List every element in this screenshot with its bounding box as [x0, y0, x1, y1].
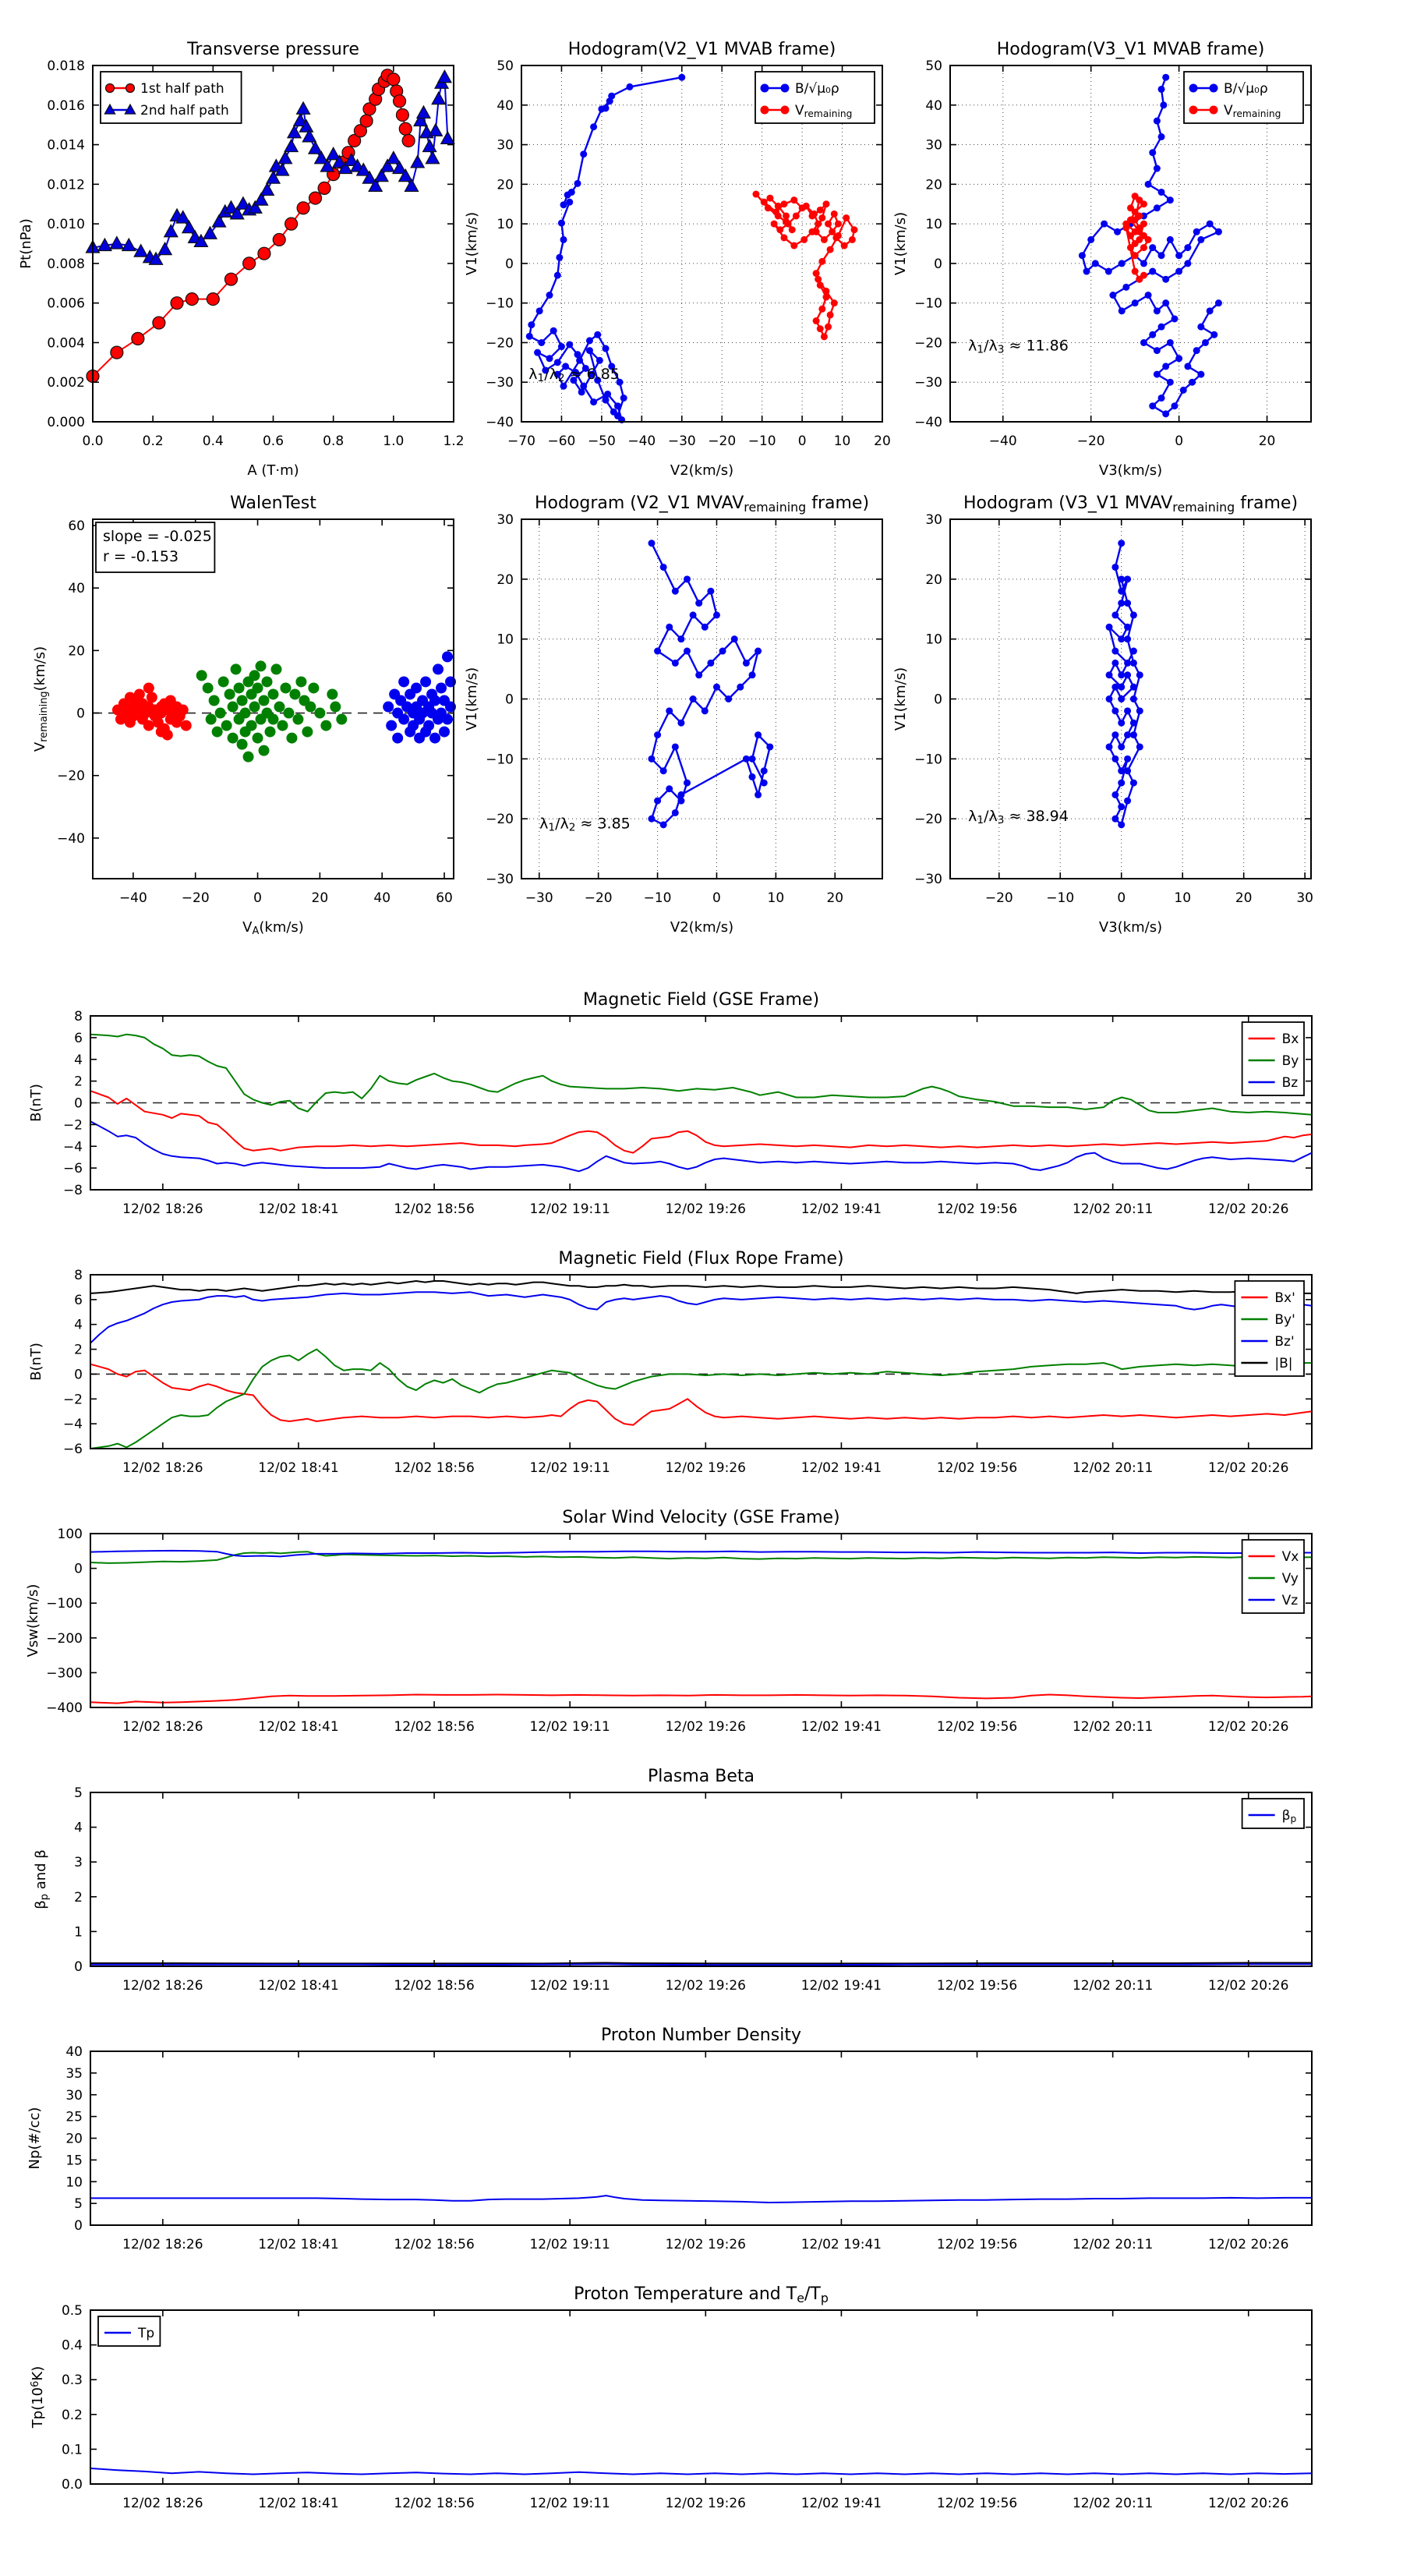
y-axis-label: Np(#/cc) — [27, 2107, 43, 2170]
y-tick-label: 0.016 — [47, 97, 85, 114]
x-tick-label: −20 — [181, 890, 210, 906]
y-tick-label: −400 — [46, 1700, 83, 1716]
y-tick-label: 5 — [74, 2196, 83, 2213]
y-tick-label: −30 — [914, 375, 942, 391]
y-tick-label: 0.2 — [61, 2407, 83, 2423]
y-tick-label: 25 — [65, 2109, 83, 2125]
x-tick-label: 1.0 — [383, 433, 405, 449]
y-tick-label: 40 — [68, 581, 85, 597]
chart-title: Hodogram (V3_V1 MVAVremaining frame) — [963, 494, 1299, 515]
chart-title: Proton Number Density — [601, 2026, 801, 2045]
x-axis-label: V3(km/s) — [1098, 462, 1163, 479]
x-tick-label: 12/02 19:41 — [800, 1978, 882, 1994]
x-tick-label: 12/02 18:26 — [122, 1978, 203, 1994]
legend — [1235, 1281, 1304, 1376]
y-tick-label: −10 — [486, 295, 514, 312]
y-tick-label: 6 — [74, 1292, 83, 1308]
x-tick-label: 12/02 19:41 — [800, 1201, 882, 1217]
legend — [101, 72, 242, 123]
x-tick-label: 12/02 19:41 — [800, 1460, 882, 1476]
y-tick-label: 0.5 — [61, 2303, 83, 2319]
y-tick-label: 0.1 — [61, 2442, 83, 2458]
y-tick-label: −40 — [57, 830, 85, 847]
x-tick-label: −10 — [747, 433, 776, 449]
legend-label: Vz — [1281, 1593, 1299, 1608]
chart-title: Magnetic Field (GSE Frame) — [582, 990, 820, 1010]
x-tick-label: −50 — [587, 433, 616, 449]
x-axis-label: V2(km/s) — [670, 919, 734, 936]
x-tick-label: −10 — [643, 890, 672, 906]
x-tick-label: 12/02 18:56 — [394, 1460, 475, 1476]
legend-label: B/√μ₀ρ — [1224, 81, 1268, 97]
y-tick-label: 0.010 — [47, 217, 85, 233]
legend-label: 1st half path — [140, 81, 224, 97]
y-tick-label: 0.4 — [61, 2337, 83, 2354]
y-tick-label: −20 — [486, 335, 514, 352]
x-tick-label: 12/02 18:41 — [258, 1719, 339, 1735]
x-tick-label: 12/02 20:11 — [1072, 1201, 1154, 1217]
x-tick-label: 12/02 18:56 — [394, 2237, 475, 2252]
x-tick-label: 10 — [1174, 890, 1192, 906]
x-tick-label: 12/02 18:56 — [394, 1201, 475, 1217]
y-tick-label: 0.014 — [47, 137, 85, 154]
y-tick-label: 3 — [74, 1855, 83, 1871]
y-tick-label: 0.000 — [47, 415, 85, 430]
legend-label: Vremaining — [795, 103, 853, 119]
y-axis-label: V1(km/s) — [892, 211, 909, 276]
chart-title: Transverse pressure — [187, 40, 359, 59]
y-tick-label: 20 — [65, 2131, 83, 2147]
x-tick-label: 12/02 19:26 — [665, 2496, 746, 2511]
x-tick-label: 0 — [712, 890, 721, 906]
x-tick-label: 12/02 18:56 — [394, 1978, 475, 1994]
y-tick-label: 0 — [934, 256, 942, 272]
plot-proton-temperature — [30, 2284, 1312, 2511]
x-tick-label: 12/02 20:11 — [1072, 2237, 1154, 2252]
legend — [1184, 72, 1303, 123]
y-tick-label: 30 — [925, 512, 942, 528]
stats-line: slope = -0.025 — [103, 528, 212, 545]
y-tick-label: 20 — [68, 643, 85, 660]
x-tick-label: 12/02 18:41 — [258, 2496, 339, 2511]
plot-walen-test — [32, 494, 456, 937]
y-tick-label: 10 — [925, 217, 942, 233]
x-tick-label: 0 — [1175, 433, 1184, 449]
x-tick-label: 12/02 18:41 — [258, 1978, 339, 1994]
legend-label: Tp — [138, 2326, 155, 2341]
y-tick-label: 0.3 — [61, 2373, 83, 2389]
x-tick-label: 12/02 20:26 — [1208, 1978, 1289, 1994]
legend-label: βp — [1281, 1808, 1297, 1824]
y-axis-label: V1(km/s) — [464, 667, 480, 731]
y-tick-label: −40 — [486, 415, 514, 430]
y-tick-label: 30 — [497, 512, 514, 528]
y-tick-label: −6 — [62, 1161, 83, 1177]
x-tick-label: 12/02 19:41 — [800, 2496, 882, 2511]
x-tick-label: 12/02 19:11 — [529, 1460, 610, 1476]
x-tick-label: 12/02 18:56 — [394, 1719, 475, 1735]
x-tick-label: 0 — [253, 890, 262, 906]
y-tick-label: 2 — [74, 1342, 83, 1358]
y-axis-label: Vsw(km/s) — [25, 1583, 41, 1658]
x-tick-label: 12/02 19:26 — [665, 1978, 746, 1994]
x-tick-label: 20 — [311, 890, 329, 906]
y-tick-label: 0 — [74, 1095, 83, 1112]
y-tick-label: 5 — [74, 1785, 83, 1801]
x-tick-label: 0 — [1117, 890, 1126, 906]
x-tick-label: −20 — [708, 433, 737, 449]
chart-title: Solar Wind Velocity (GSE Frame) — [562, 1508, 840, 1527]
x-tick-label: 12/02 18:41 — [258, 2237, 339, 2252]
x-tick-label: 12/02 19:56 — [936, 1460, 1018, 1476]
y-tick-label: −30 — [486, 375, 514, 391]
y-tick-label: 0 — [76, 706, 85, 722]
legend — [98, 2316, 160, 2346]
x-tick-label: 12/02 20:11 — [1072, 2496, 1154, 2511]
x-axis-label: A (T·m) — [247, 462, 299, 479]
legend-label: By — [1281, 1053, 1299, 1069]
y-tick-label: 40 — [497, 97, 514, 114]
y-axis-label: Tp(106K) — [29, 2365, 46, 2429]
legend-label: Vremaining — [1224, 103, 1281, 119]
legend-label: Bz' — [1274, 1334, 1295, 1350]
y-tick-label: 4 — [74, 1317, 83, 1333]
x-tick-label: 12/02 19:11 — [529, 2496, 610, 2511]
y-tick-label: 0 — [74, 2218, 83, 2234]
x-tick-label: 12/02 18:26 — [122, 2237, 203, 2252]
y-tick-label: 0.002 — [47, 375, 85, 391]
x-tick-label: 12/02 19:56 — [936, 1201, 1018, 1217]
stats-line: r = -0.153 — [103, 548, 179, 565]
legend-label: By' — [1274, 1312, 1295, 1328]
x-tick-label: 12/02 20:11 — [1072, 1460, 1154, 1476]
y-tick-label: 0 — [74, 1561, 83, 1577]
plot-hodogram-v3v1-mvab — [892, 40, 1311, 479]
y-tick-label: 20 — [925, 177, 942, 193]
x-tick-label: 0.6 — [262, 433, 284, 449]
y-tick-label: −200 — [46, 1630, 83, 1647]
legend — [1242, 1799, 1304, 1828]
chart-title: Hodogram(V2_V1 MVAB frame) — [567, 40, 836, 59]
y-tick-label: −6 — [62, 1442, 83, 1457]
x-tick-label: −20 — [584, 890, 613, 906]
y-tick-label: 10 — [497, 217, 514, 233]
x-tick-label: 12/02 19:26 — [665, 1201, 746, 1217]
plot-magnetic-field-gse — [28, 990, 1312, 1217]
y-tick-label: −2 — [62, 1117, 83, 1134]
x-tick-label: 12/02 18:26 — [122, 1460, 203, 1476]
y-tick-label: 30 — [497, 137, 514, 154]
y-tick-label: 100 — [57, 1527, 83, 1542]
x-tick-label: 12/02 20:11 — [1072, 1719, 1154, 1735]
y-tick-label: −8 — [62, 1183, 83, 1198]
y-tick-label: 0 — [934, 692, 942, 708]
y-tick-label: 15 — [65, 2153, 83, 2169]
y-tick-label: 0.006 — [47, 295, 85, 312]
y-tick-label: −10 — [914, 752, 942, 768]
y-tick-label: 10 — [65, 2174, 83, 2191]
y-axis-label: Pt(nPa) — [18, 218, 34, 269]
y-axis-label: βp and β — [33, 1849, 51, 1909]
y-tick-label: −100 — [46, 1596, 83, 1612]
x-tick-label: 0.4 — [202, 433, 224, 449]
y-tick-label: 6 — [74, 1030, 83, 1046]
x-tick-label: −60 — [547, 433, 576, 449]
x-tick-label: 12/02 19:56 — [936, 1719, 1018, 1735]
x-tick-label: −40 — [627, 433, 656, 449]
legend-label: |B| — [1274, 1356, 1293, 1371]
y-tick-label: 0 — [505, 256, 514, 272]
legend — [755, 72, 875, 123]
chart-title: Proton Temperature and Te/Tp — [574, 2284, 829, 2305]
y-axis-label: B(nT) — [28, 1343, 44, 1381]
x-tick-label: 40 — [373, 890, 391, 906]
plot-hodogram-v3v1-mvav — [892, 494, 1313, 936]
x-tick-label: 12/02 18:26 — [122, 2496, 203, 2511]
x-tick-label: 12/02 18:56 — [394, 2496, 475, 2511]
x-tick-label: −30 — [667, 433, 696, 449]
x-tick-label: 12/02 18:41 — [258, 1201, 339, 1217]
x-tick-label: 12/02 18:26 — [122, 1719, 203, 1735]
y-tick-label: −300 — [46, 1665, 83, 1682]
x-tick-label: 12/02 18:26 — [122, 1201, 203, 1217]
x-tick-label: 12/02 20:11 — [1072, 1978, 1154, 1994]
x-tick-label: 12/02 19:11 — [529, 1201, 610, 1217]
chart-title: Hodogram(V3_V1 MVAB frame) — [996, 40, 1265, 59]
x-tick-label: 12/02 18:41 — [258, 1460, 339, 1476]
x-tick-label: 20 — [826, 890, 844, 906]
y-tick-label: 30 — [65, 2087, 83, 2104]
y-tick-label: 0.008 — [47, 256, 85, 272]
x-tick-label: 12/02 19:26 — [665, 1460, 746, 1476]
x-tick-label: 12/02 19:41 — [800, 1719, 882, 1735]
x-tick-label: 10 — [833, 433, 851, 449]
x-tick-label: 10 — [767, 890, 785, 906]
y-tick-label: −20 — [486, 812, 514, 828]
y-tick-label: −4 — [62, 1417, 83, 1433]
x-tick-label: 12/02 19:11 — [529, 2237, 610, 2252]
plot-solar-wind-velocity — [25, 1508, 1312, 1735]
x-tick-label: 0 — [797, 433, 807, 449]
plot-hodogram-v2v1-mvav — [464, 494, 882, 936]
x-tick-label: 60 — [436, 890, 453, 906]
y-tick-label: 0 — [505, 692, 514, 708]
y-tick-label: 0.018 — [47, 58, 85, 74]
x-tick-label: −30 — [525, 890, 553, 906]
x-tick-label: 12/02 19:56 — [936, 1978, 1018, 1994]
y-tick-label: −30 — [914, 872, 942, 887]
x-tick-label: 0.2 — [142, 433, 164, 449]
x-tick-label: 1.2 — [443, 433, 465, 449]
y-tick-label: 10 — [925, 632, 942, 648]
y-tick-label: −2 — [62, 1392, 83, 1408]
x-tick-label: 12/02 19:41 — [800, 2237, 882, 2252]
plot-proton-number-density — [27, 2026, 1312, 2252]
y-axis-label: Vremaining(km/s) — [32, 646, 50, 752]
y-tick-label: 40 — [65, 2044, 83, 2060]
legend-label: B/√μ₀ρ — [795, 81, 839, 97]
x-tick-label: −10 — [1046, 890, 1075, 906]
x-tick-label: 12/02 19:11 — [529, 1978, 610, 1994]
x-tick-label: −20 — [984, 890, 1013, 906]
y-tick-label: 50 — [497, 58, 514, 74]
y-tick-label: 20 — [497, 177, 514, 193]
y-axis-label: V1(km/s) — [892, 667, 909, 731]
x-tick-label: −20 — [1076, 433, 1105, 449]
plot-transverse-pressure — [18, 40, 465, 479]
legend-label: Bx — [1281, 1031, 1299, 1047]
x-tick-label: 20 — [874, 433, 891, 449]
legend-label: Vy — [1281, 1571, 1299, 1587]
y-tick-label: 4 — [74, 1820, 83, 1836]
legend-label: Bz — [1281, 1075, 1299, 1091]
y-tick-label: −4 — [62, 1139, 83, 1155]
y-tick-label: 4 — [74, 1052, 83, 1068]
lambda-annotation: λ1/λ3 ≈ 11.86 — [968, 337, 1069, 356]
y-tick-label: 2 — [74, 1889, 83, 1905]
x-tick-label: 12/02 20:26 — [1208, 2496, 1289, 2511]
legend-label: Bx' — [1274, 1290, 1295, 1306]
y-tick-label: −10 — [486, 752, 514, 768]
y-tick-label: 8 — [74, 1009, 83, 1024]
chart-title: Plasma Beta — [648, 1767, 755, 1786]
x-tick-label: 12/02 20:26 — [1208, 1460, 1289, 1476]
stats-box — [96, 522, 214, 572]
x-tick-label: −40 — [118, 890, 147, 906]
x-tick-label: 12/02 19:26 — [665, 1719, 746, 1735]
x-tick-label: 12/02 20:26 — [1208, 1201, 1289, 1217]
plot-magnetic-field-flux-rope — [28, 1249, 1312, 1476]
y-tick-label: 0.004 — [47, 335, 85, 352]
x-axis-label: V2(km/s) — [670, 462, 734, 479]
y-tick-label: −30 — [486, 872, 514, 887]
legend — [1242, 1022, 1304, 1095]
x-tick-label: 0.0 — [82, 433, 104, 449]
y-tick-label: −20 — [57, 768, 85, 784]
plot-hodogram-v2v1-mvab — [464, 40, 891, 479]
x-axis-label: VA(km/s) — [242, 919, 304, 937]
chart-title: Magnetic Field (Flux Rope Frame) — [558, 1249, 844, 1269]
y-tick-label: 60 — [68, 518, 85, 535]
lambda-annotation: λ1/λ2 ≈ 6.85 — [528, 366, 620, 385]
y-tick-label: 50 — [925, 58, 942, 74]
x-tick-label: 20 — [1235, 890, 1253, 906]
y-tick-label: −40 — [914, 415, 942, 430]
x-tick-label: 12/02 19:26 — [665, 2237, 746, 2252]
lambda-annotation: λ1/λ3 ≈ 38.94 — [968, 808, 1069, 827]
x-tick-label: 12/02 19:56 — [936, 2237, 1018, 2252]
chart-title: Hodogram (V2_V1 MVAVremaining frame) — [534, 494, 870, 515]
y-tick-label: 8 — [74, 1268, 83, 1283]
y-tick-label: 0.012 — [47, 177, 85, 193]
y-tick-label: 1 — [74, 1924, 83, 1941]
y-tick-label: −10 — [914, 295, 942, 312]
lambda-annotation: λ1/λ2 ≈ 3.85 — [539, 815, 631, 834]
y-tick-label: 0.0 — [61, 2477, 83, 2493]
x-tick-label: 12/02 20:26 — [1208, 1719, 1289, 1735]
x-tick-label: 30 — [1296, 890, 1313, 906]
x-tick-label: 12/02 19:11 — [529, 1719, 610, 1735]
legend-label: Vx — [1281, 1549, 1299, 1565]
y-axis-label: B(nT) — [28, 1084, 44, 1122]
y-tick-label: 0 — [74, 1959, 83, 1975]
y-tick-label: 20 — [497, 571, 514, 588]
y-tick-label: 40 — [925, 97, 942, 114]
x-tick-label: 12/02 19:56 — [936, 2496, 1018, 2511]
y-tick-label: −20 — [914, 812, 942, 828]
y-tick-label: 0 — [74, 1367, 83, 1383]
chart-title: WalenTest — [230, 494, 316, 513]
y-tick-label: 20 — [925, 571, 942, 588]
y-tick-label: 35 — [65, 2065, 83, 2082]
x-tick-label: −40 — [988, 433, 1017, 449]
y-tick-label: 30 — [925, 137, 942, 154]
y-tick-label: 2 — [74, 1074, 83, 1090]
x-tick-label: −70 — [507, 433, 535, 449]
y-axis-label: V1(km/s) — [464, 211, 480, 276]
legend — [1242, 1540, 1304, 1613]
x-axis-label: V3(km/s) — [1098, 919, 1163, 936]
x-tick-label: 12/02 20:26 — [1208, 2237, 1289, 2252]
plot-plasma-beta — [33, 1767, 1312, 1994]
y-tick-label: 10 — [497, 632, 514, 648]
x-tick-label: 20 — [1258, 433, 1276, 449]
legend-label: 2nd half path — [140, 103, 229, 119]
x-tick-label: 0.8 — [323, 433, 345, 449]
y-tick-label: −20 — [914, 335, 942, 352]
